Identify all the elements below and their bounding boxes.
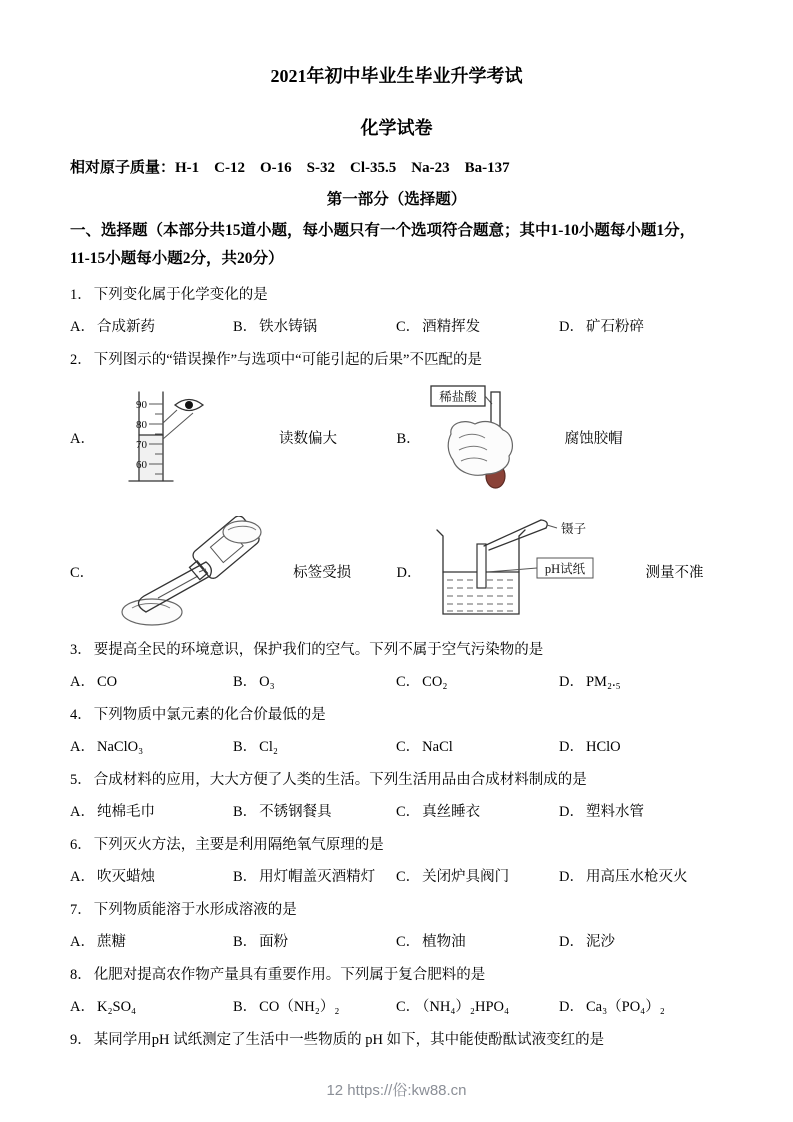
question-5-options: [70, 802, 723, 823]
option-text: 用高压水枪灭火: [585, 868, 688, 885]
option-label: C．: [396, 868, 421, 885]
option-label: C．: [70, 565, 95, 582]
question-number: 9．: [70, 1032, 92, 1049]
option-d: [559, 317, 723, 338]
question-7: [70, 900, 723, 953]
option-text: NaClO₃: [96, 738, 144, 755]
question-6-stem: [70, 835, 723, 856]
question-1: [70, 285, 723, 338]
option-a: [70, 672, 233, 693]
option-text: CO₂: [422, 673, 448, 690]
option-label: C．: [396, 933, 421, 950]
question-text: 下列变化属于化学变化的是: [93, 286, 268, 303]
option-label: B．: [233, 999, 258, 1015]
watermark-url: 12 https://俗:kw88.cn: [326, 1082, 467, 1099]
option-d: [559, 867, 723, 888]
question-1-options: [70, 317, 723, 338]
option-label: D．: [559, 673, 584, 690]
question-2-figures: [70, 382, 723, 628]
hand-icon: [223, 521, 261, 543]
section-intro-line1: 一、选择题（本部分共15道小题，每小题只有一个选项符合题意；其中1-10小题每小题1分，: [70, 222, 696, 239]
option-c: [396, 672, 559, 693]
option-text: O₃: [259, 673, 275, 690]
option-c: [396, 317, 559, 338]
scale-70: 70: [135, 438, 147, 451]
option-d: [559, 802, 723, 823]
option-label: B．: [396, 431, 421, 448]
question-number: 6．: [70, 836, 92, 853]
question-8-options: [70, 997, 723, 1018]
option-text: 酒精挥发: [422, 318, 481, 335]
question-5: [70, 770, 723, 823]
option-d: [559, 997, 723, 1018]
ph-paper-strip-icon: [477, 544, 486, 588]
option-label: C．: [396, 738, 421, 755]
option-text: Cl₂: [259, 738, 278, 755]
tweezers-icon: [541, 520, 547, 528]
question-4: [70, 705, 723, 758]
option-text: 关闭炉具阀门: [422, 868, 510, 885]
option-text: 不锈钢餐具: [259, 803, 332, 820]
exam-subtitle: 化学试卷: [360, 118, 433, 138]
question-2-stem: [70, 350, 723, 371]
option-b: [233, 737, 396, 758]
option-text: CO（NH₂）₂: [259, 999, 340, 1015]
option-label: D．: [559, 933, 584, 950]
option-label: C．: [396, 803, 421, 820]
option-text: 面粉: [259, 933, 289, 950]
option-c: [396, 737, 559, 758]
option-a: [70, 317, 233, 338]
option-label: C．: [396, 673, 421, 690]
question-number: 2．: [70, 351, 92, 368]
option-c: [396, 997, 559, 1018]
option-label: B．: [233, 738, 258, 755]
option-label: D．: [559, 738, 584, 755]
bottle-label: 稀盐酸: [438, 389, 477, 404]
option-label: A．: [70, 803, 95, 820]
option-text: 矿石粉碎: [585, 318, 644, 335]
question-text: 合成材料的应用，大大方便了人类的生活。下列生活用品由合成材料制成的是: [93, 771, 587, 788]
option-b: [233, 867, 396, 888]
question-9: [70, 1030, 723, 1051]
option-text: 塑料水管: [585, 803, 644, 820]
question-1-stem: [70, 285, 723, 306]
option-label: C．: [396, 318, 421, 335]
atomic-mass-line: 相对原子质量：H-1 C-12 O-16 S-32 Cl-35.5 Na-23 Ba-137: [70, 160, 510, 176]
option-label: A．: [70, 431, 95, 448]
hand-icon: [448, 421, 512, 475]
question-number: 4．: [70, 706, 92, 723]
option-a: [70, 867, 233, 888]
question-8-stem: [70, 965, 723, 986]
option-text: CO: [96, 673, 118, 690]
question-number: 3．: [70, 641, 92, 658]
beaker-ph-paper-icon: [429, 516, 639, 628]
option-label: D．: [559, 803, 584, 820]
question-5-stem: [70, 770, 723, 791]
figure-option-a: [70, 382, 397, 494]
option-label: A．: [70, 673, 95, 690]
question-6: [70, 835, 723, 888]
option-c: [396, 932, 559, 953]
figure-option-c: [70, 516, 397, 628]
question-number: 7．: [70, 901, 92, 918]
ph-paper-label: pH试纸: [545, 561, 586, 576]
option-text: PM₂.₅: [585, 673, 621, 690]
figure-option-d: [397, 516, 724, 628]
option-a: [70, 932, 233, 953]
question-text: 要提高全民的环境意识，保护我们的空气。下列不属于空气污染物的是: [93, 641, 544, 658]
question-4-stem: [70, 705, 723, 726]
scale-90: 90: [135, 398, 147, 411]
option-label: B．: [233, 318, 258, 335]
option-text: 用灯帽盖灭酒精灯: [259, 868, 376, 885]
option-label: A．: [70, 738, 95, 755]
section-intro-line2: 11-15小题每小题2分，共20分）: [70, 249, 284, 267]
option-label: B．: [233, 803, 258, 820]
option-b: [233, 317, 396, 338]
option-label: A．: [70, 868, 95, 885]
option-label: A．: [70, 999, 95, 1015]
option-text: Ca₃（PO₄）₂: [585, 999, 665, 1015]
option-d: [559, 737, 723, 758]
option-label: D．: [559, 868, 584, 885]
option-label: D．: [559, 318, 584, 335]
question-6-options: [70, 867, 723, 888]
option-a: [70, 802, 233, 823]
question-text: 下列物质中氯元素的化合价最低的是: [93, 706, 326, 723]
question-3-options: [70, 672, 723, 693]
question-text: 下列图示的“错误操作”与选项中“可能引起的后果”不匹配的是: [93, 351, 482, 368]
measuring-cylinder-eye-icon: [103, 389, 273, 487]
option-text: 真丝睡衣: [422, 803, 481, 820]
question-9-stem: [70, 1030, 723, 1051]
option-text: K₂SO₄: [96, 999, 137, 1015]
option-label: A．: [70, 318, 95, 335]
option-text: 合成新药: [96, 318, 155, 335]
option-d: [559, 932, 723, 953]
option-label: A．: [70, 933, 95, 950]
pouring-bottle-test-tube-icon: [102, 516, 287, 628]
question-3: [70, 640, 723, 693]
question-3-stem: [70, 640, 723, 661]
option-text: 泥沙: [585, 933, 615, 950]
option-text: （NH₄）₂HPO₄: [422, 999, 510, 1015]
question-text: 某同学用pH 试纸测定了生活中一些物质的 pH 如下，其中能使酚酞试液变红的是: [93, 1032, 605, 1049]
option-b: [233, 932, 396, 953]
figure-caption: 标签受损: [293, 565, 352, 582]
option-label: D．: [559, 999, 584, 1015]
option-c: [396, 867, 559, 888]
scale-80: 80: [135, 418, 147, 431]
dropper-hand-icon: [429, 382, 559, 494]
scale-60: 60: [135, 458, 147, 471]
exam-title: 2021年初中毕业生毕业升学考试: [270, 66, 523, 86]
question-text: 化肥对提高农作物产量具有重要作用。下列属于复合肥料的是: [93, 966, 486, 983]
question-text: 下列灭火方法，主要是利用隔绝氧气原理的是: [93, 836, 384, 853]
option-text: 吹灭蜡烛: [96, 868, 155, 885]
option-label: B．: [233, 868, 258, 885]
option-b: [233, 672, 396, 693]
question-number: 1．: [70, 286, 92, 303]
option-text: 植物油: [422, 933, 466, 950]
figure-option-b: [397, 382, 724, 494]
option-text: NaCl: [422, 738, 453, 755]
option-text: 蔗糖: [96, 933, 126, 950]
question-4-options: [70, 737, 723, 758]
figure-caption: 测量不准: [645, 565, 704, 582]
option-a: [70, 737, 233, 758]
option-c: [396, 802, 559, 823]
question-8: [70, 965, 723, 1018]
part1-header: 第一部分（选择题）: [326, 191, 467, 208]
option-b: [233, 997, 396, 1018]
question-number: 8．: [70, 966, 92, 983]
option-a: [70, 997, 233, 1018]
hand-icon: [122, 599, 182, 625]
question-text: 下列物质能溶于水形成溶液的是: [93, 901, 297, 918]
question-7-stem: [70, 900, 723, 921]
option-label: B．: [233, 673, 258, 690]
option-b: [233, 802, 396, 823]
option-label: D．: [396, 565, 422, 582]
option-text: 铁水铸锅: [259, 318, 318, 335]
question-2: [70, 350, 723, 628]
option-d: [559, 672, 723, 693]
option-label: B．: [233, 933, 258, 950]
tweezers-label: 镊子: [561, 521, 587, 536]
option-label: C．: [396, 999, 421, 1015]
option-text: 纯棉毛巾: [96, 803, 155, 820]
question-7-options: [70, 932, 723, 953]
option-text: HClO: [585, 738, 621, 755]
figure-caption: 读数偏大: [278, 431, 337, 448]
question-number: 5．: [70, 771, 92, 788]
figure-caption: 腐蚀胶帽: [564, 431, 623, 448]
